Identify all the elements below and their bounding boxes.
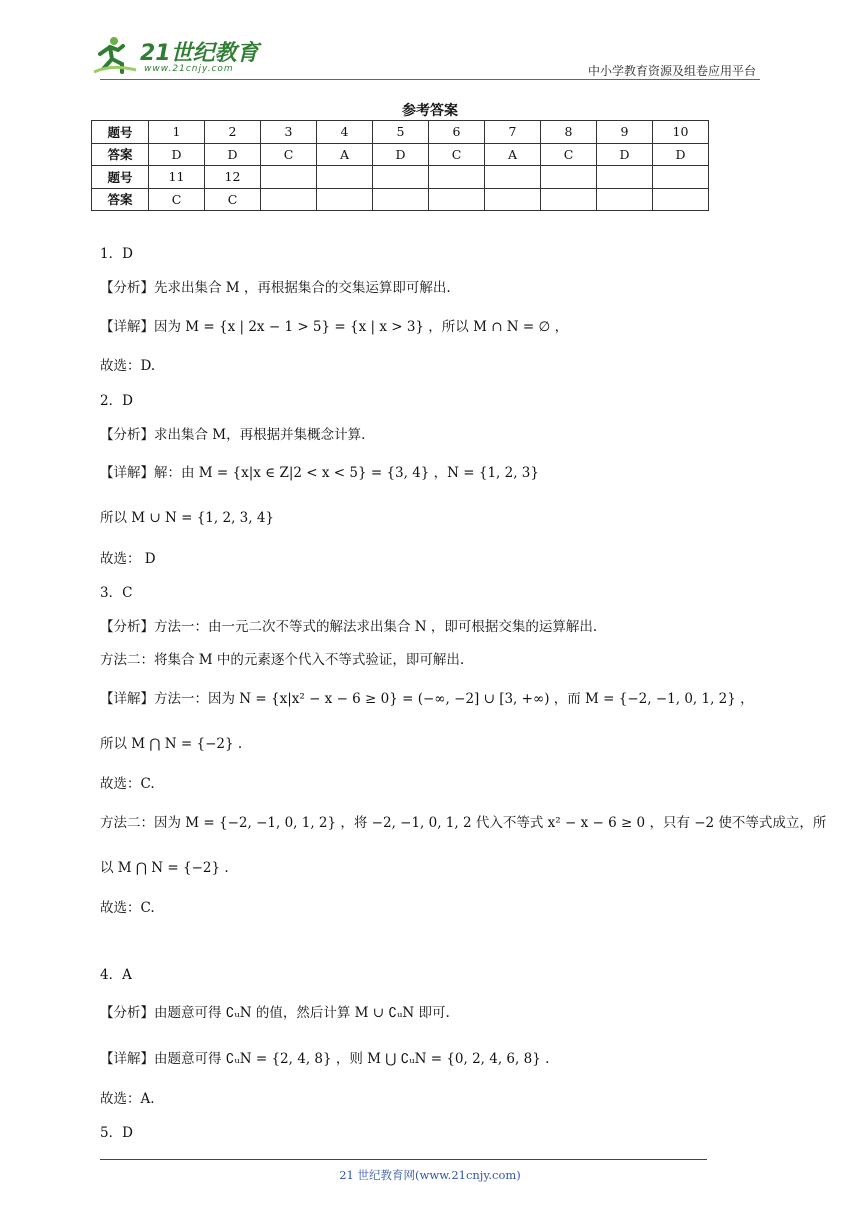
table-row bbox=[92, 121, 709, 144]
analysis-text: 【分析】方法一：由一元二次不等式的解法求出集合 N ，即可根据交集的运算解出. bbox=[100, 619, 598, 635]
analysis-text: 【分析】先求出集合 M ，再根据集合的交集运算即可解出. bbox=[100, 280, 451, 296]
table-cell bbox=[653, 188, 709, 211]
answer-heading: 4．A bbox=[100, 967, 132, 983]
answer-heading: 2．D bbox=[100, 393, 133, 409]
table-row bbox=[92, 166, 709, 189]
table-cell: C bbox=[261, 143, 317, 166]
answer-heading: 3．C bbox=[100, 585, 133, 601]
row-header: 答案 bbox=[92, 188, 149, 211]
answer-heading: 1．D bbox=[100, 246, 133, 262]
table-cell: 8 bbox=[541, 121, 597, 144]
table-cell: 6 bbox=[429, 121, 485, 144]
table-cell bbox=[373, 188, 429, 211]
logo-text: 21世纪教育 bbox=[140, 41, 259, 66]
footer-text: 21 世纪教育网(www.21cnjy.com) bbox=[339, 1168, 521, 1182]
table-cell bbox=[373, 166, 429, 189]
header-tagline: 中小学教育资源及组卷应用平台 bbox=[587, 64, 756, 78]
table-cell: 11 bbox=[149, 166, 205, 189]
table-cell: 12 bbox=[205, 166, 261, 189]
footer-divider bbox=[100, 1159, 707, 1160]
table-cell bbox=[653, 166, 709, 189]
analysis-text: 方法二：将集合 M 中的元素逐个代入不等式验证，即可解出. bbox=[100, 652, 465, 668]
table-cell: C bbox=[541, 143, 597, 166]
table-row bbox=[92, 143, 709, 166]
table-cell bbox=[429, 166, 485, 189]
table-cell bbox=[597, 166, 653, 189]
table-cell bbox=[261, 166, 317, 189]
table-cell: 10 bbox=[653, 121, 709, 144]
choice-text: 故选：A. bbox=[100, 1091, 155, 1107]
detail-text: 方法二：因为 M = {−2, −1, 0, 1, 2} ，将 −2, −1, 0, 1, 2 代入不等式 x² − x − 6 ≥ 0 ，只有 −2 使不等式成立，所 bbox=[100, 815, 827, 831]
choice-text: 故选： D bbox=[100, 551, 156, 567]
row-header: 题号 bbox=[92, 121, 149, 144]
table-cell: 3 bbox=[261, 121, 317, 144]
table-cell: 7 bbox=[485, 121, 541, 144]
analysis-text: 【分析】求出集合 M，再根据并集概念计算. bbox=[100, 427, 366, 443]
header-divider bbox=[100, 79, 760, 80]
analysis-text: 【分析】由题意可得 ∁ᵤN 的值，然后计算 M ∪ ∁ᵤN 即可. bbox=[100, 1005, 450, 1021]
detail-text: 【详解】方法一：因为 N = {x|x² − x − 6 ≥ 0} = (−∞, −2] ∪ [3, +∞) ，而 M = {−2, −1, 0, 1, 2} ， bbox=[100, 691, 754, 707]
table-cell: D bbox=[205, 143, 261, 166]
detail-text: 以 M ⋂ N = {−2} . bbox=[100, 860, 229, 876]
table-cell: 5 bbox=[373, 121, 429, 144]
table-cell: A bbox=[317, 143, 373, 166]
table-cell: 2 bbox=[205, 121, 261, 144]
choice-text: 故选：C. bbox=[100, 776, 155, 792]
table-cell bbox=[317, 166, 373, 189]
answer-heading: 5．D bbox=[100, 1125, 133, 1141]
table-cell: 1 bbox=[149, 121, 205, 144]
table-cell bbox=[541, 188, 597, 211]
table-cell: C bbox=[205, 188, 261, 211]
logo-url: www.21cnjy.com bbox=[144, 64, 234, 74]
detail-text: 【详解】解：由 M = {x|x ∈ Z|2 < x < 5} = {3, 4} ，N = {1, 2, 3} bbox=[100, 465, 539, 481]
table-cell bbox=[261, 188, 317, 211]
row-header: 答案 bbox=[92, 143, 149, 166]
table-cell bbox=[597, 188, 653, 211]
table-cell: 4 bbox=[317, 121, 373, 144]
table-cell bbox=[429, 188, 485, 211]
table-cell bbox=[541, 166, 597, 189]
choice-text: 故选：C. bbox=[100, 900, 155, 916]
detail-text: 【详解】由题意可得 ∁ᵤN = {2, 4, 8} ，则 M ⋃ ∁ᵤN = {0, 2, 4, 6, 8} . bbox=[100, 1051, 550, 1067]
table-cell: A bbox=[485, 143, 541, 166]
table-cell: D bbox=[149, 143, 205, 166]
table-cell bbox=[485, 166, 541, 189]
table-cell: C bbox=[429, 143, 485, 166]
table-cell: C bbox=[149, 188, 205, 211]
detail-text: 所以 M ⋂ N = {−2} . bbox=[100, 736, 243, 752]
site-logo bbox=[92, 34, 262, 80]
row-header: 题号 bbox=[92, 166, 149, 189]
table-cell bbox=[317, 188, 373, 211]
answer-table-title: 参考答案 bbox=[402, 103, 458, 119]
detail-text: 【详解】因为 M = {x | 2x − 1 > 5} = {x | x > 3} ，所以 M ∩ N = ∅ ， bbox=[100, 319, 569, 335]
answer-table bbox=[91, 120, 709, 211]
table-cell: 9 bbox=[597, 121, 653, 144]
table-cell: D bbox=[653, 143, 709, 166]
table-cell: D bbox=[373, 143, 429, 166]
table-cell bbox=[485, 188, 541, 211]
choice-text: 故选：D. bbox=[100, 358, 156, 374]
table-row bbox=[92, 188, 709, 211]
detail-text: 所以 M ∪ N = {1, 2, 3, 4} bbox=[100, 510, 274, 526]
table-cell: D bbox=[597, 143, 653, 166]
